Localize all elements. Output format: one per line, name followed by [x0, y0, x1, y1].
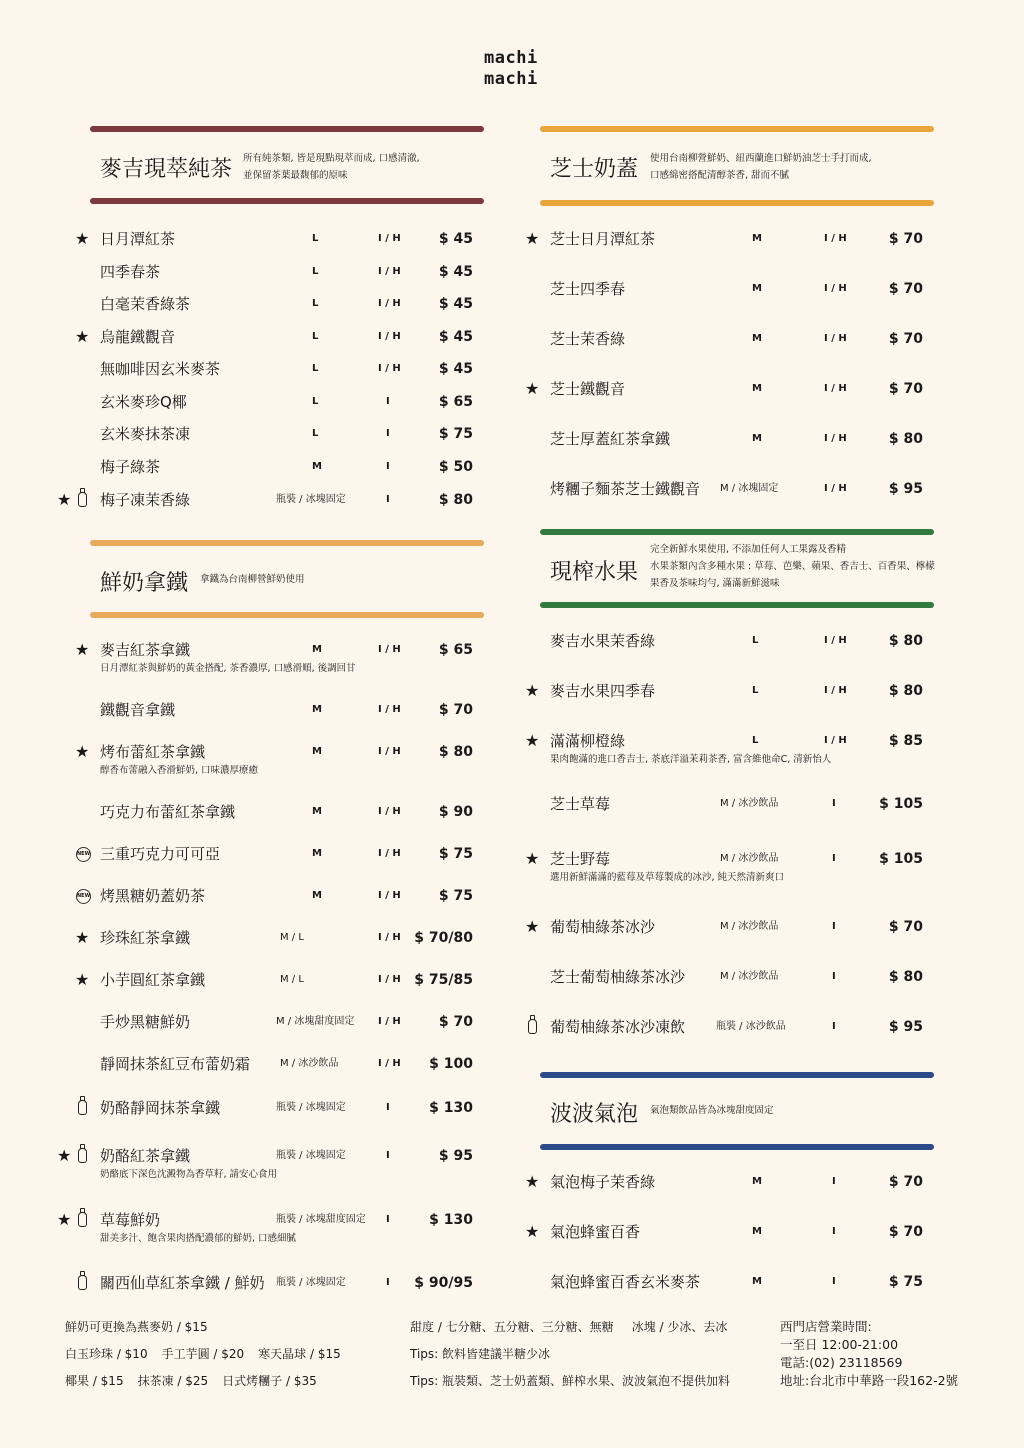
- item-description: 甜美多汁、飽含果肉搭配濃郁的鮮奶, 口感細膩: [100, 1233, 297, 1244]
- menu-item: [540, 631, 934, 651]
- item-name: 梅子綠茶: [100, 458, 161, 476]
- section-rule-bottom: [540, 200, 934, 206]
- section-rule-top: [540, 529, 934, 535]
- item-price: $ 95: [888, 481, 923, 497]
- store-address: 地址:台北市中華路一段162-2號: [780, 1373, 959, 1388]
- menu-item: [75, 327, 484, 347]
- menu-item: [90, 424, 484, 444]
- item-price: $ 70: [438, 1014, 473, 1030]
- item-size: M: [312, 746, 322, 757]
- menu-item: [540, 967, 934, 987]
- item-size: M / 冰沙飲品: [720, 921, 779, 932]
- footer-notes: [410, 1314, 744, 1395]
- item-price: $ 70: [438, 702, 473, 718]
- item-name: 烤黑糖奶蓋奶茶: [100, 887, 206, 905]
- item-temp: I / H: [378, 266, 401, 277]
- item-temp: I: [832, 1276, 836, 1287]
- section-description-line: 拿鐵為台南柳營鮮奶使用: [200, 574, 305, 585]
- item-name: 氣泡蜂蜜百香玄米麥茶: [550, 1273, 701, 1291]
- item-size: M: [752, 1276, 762, 1287]
- star-icon: ★: [75, 229, 90, 248]
- item-temp: I: [386, 1102, 390, 1113]
- item-temp: I: [386, 461, 390, 472]
- bottle-icon: [78, 1100, 87, 1115]
- item-temp: I / H: [824, 635, 847, 646]
- item-price: $ 80: [888, 633, 923, 649]
- menu-item: [525, 731, 934, 765]
- item-size: 瓶裝 / 冰塊固定: [276, 1277, 346, 1288]
- item-price: $ 70: [888, 1224, 923, 1240]
- item-name: 烤糰子麵茶芝士鐵觀音: [550, 480, 701, 498]
- item-temp: I / H: [824, 483, 847, 494]
- menu-item: [77, 844, 484, 864]
- menu-item: [57, 1146, 484, 1180]
- item-size: 瓶裝 / 冰沙飲品: [716, 1021, 786, 1032]
- star-icon: ★: [525, 1172, 540, 1191]
- menu-item: [57, 490, 484, 510]
- item-size: M / L: [280, 974, 304, 985]
- item-name: 日月潭紅茶: [100, 230, 176, 248]
- section-rule-top: [90, 540, 484, 546]
- section-rule-top: [90, 126, 484, 132]
- item-price: $ 70: [888, 381, 923, 397]
- bottle-icon: [78, 1212, 87, 1227]
- item-price: $ 70: [888, 331, 923, 347]
- star-icon: ★: [525, 917, 540, 936]
- item-size: 瓶裝 / 冰塊固定: [276, 1102, 346, 1113]
- item-price: $ 80: [888, 969, 923, 985]
- item-size: M: [752, 333, 762, 344]
- item-name: 芝士四季春: [550, 280, 626, 298]
- item-price: $ 80: [888, 683, 923, 699]
- bottle-icon: [528, 1019, 537, 1034]
- item-size: M / 冰沙飲品: [720, 853, 779, 864]
- section-title: 麥吉現萃純茶: [100, 157, 233, 182]
- section-title: 波波氣泡: [550, 1102, 639, 1127]
- item-temp: I: [386, 1150, 390, 1161]
- item-name: 無咖啡因玄米麥茶: [100, 360, 221, 378]
- item-temp: I / H: [378, 932, 401, 943]
- item-temp: I: [386, 428, 390, 439]
- item-description: 醇香布蕾融入香滑鮮奶, 口味濃厚療癒: [100, 765, 259, 776]
- item-size: M: [312, 704, 322, 715]
- item-temp: I / H: [378, 363, 401, 374]
- star-icon: ★: [525, 681, 540, 700]
- item-temp: I: [832, 971, 836, 982]
- menu-item: [75, 229, 484, 249]
- item-name: 芝士草莓: [550, 795, 611, 813]
- item-size: L: [312, 363, 319, 374]
- section-rule-bottom: [90, 198, 484, 204]
- menu-item: [90, 802, 484, 822]
- item-size: M: [312, 644, 322, 655]
- menu-item: [77, 886, 484, 906]
- menu-item: [90, 262, 484, 282]
- item-description: 選用新鮮滿滿的藍莓及草莓製成的冰沙, 純天然清新爽口: [550, 872, 785, 883]
- section-description: [650, 150, 872, 184]
- item-temp: I / H: [378, 806, 401, 817]
- item-size: L: [752, 685, 759, 696]
- item-temp: I: [832, 798, 836, 809]
- item-name: 奶酪靜岡抹茶拿鐵: [100, 1099, 221, 1117]
- item-name: 烤布蕾紅茶拿鐵: [100, 743, 206, 761]
- section-description-line: 並保留茶葉最馥郁的原味: [243, 170, 348, 181]
- menu-item: [75, 970, 484, 990]
- star-icon: ★: [75, 742, 90, 761]
- item-description: 果肉飽滿的進口香吉士, 茶底洋溢茉莉茶香, 富含維他命C, 清新怡人: [550, 754, 832, 765]
- section-description: [650, 541, 935, 592]
- item-temp: I / H: [824, 433, 847, 444]
- item-size: L: [312, 266, 319, 277]
- section-description-line: 口感綿密搭配清醇茶香, 甜而不膩: [650, 170, 790, 181]
- section-rule-bottom: [540, 1144, 934, 1150]
- item-size: M: [752, 1226, 762, 1237]
- item-price: $ 75: [438, 888, 473, 904]
- item-size: M: [312, 890, 322, 901]
- bottle-icon: [78, 1148, 87, 1163]
- item-temp: I: [386, 494, 390, 505]
- item-name: 四季春茶: [100, 263, 161, 281]
- item-name: 靜岡抹茶紅豆布蕾奶霜: [100, 1055, 251, 1073]
- item-name: 巧克力布蕾紅茶拿鐵: [100, 803, 236, 821]
- item-price: $ 50: [438, 459, 473, 475]
- item-temp: I / H: [824, 735, 847, 746]
- item-temp: I / H: [378, 644, 401, 655]
- item-size: L: [312, 331, 319, 342]
- item-name: 三重巧克力可可亞: [100, 845, 221, 863]
- menu-item: [540, 429, 934, 449]
- item-size: 瓶裝 / 冰塊甜度固定: [276, 1214, 366, 1225]
- item-temp: I / H: [378, 848, 401, 859]
- section-title: 鮮奶拿鐵: [100, 571, 189, 596]
- item-temp: I / H: [378, 704, 401, 715]
- star-icon: ★: [75, 640, 90, 659]
- item-temp: I / H: [378, 331, 401, 342]
- section-description-line: 果香及茶味均勻, 滿滿新鮮滋味: [650, 578, 780, 589]
- item-temp: I / H: [824, 685, 847, 696]
- menu-item: [90, 1054, 484, 1074]
- item-name: 奶酪紅茶拿鐵: [100, 1147, 191, 1165]
- store-hours: 一至日 12:00-21:00: [780, 1337, 899, 1352]
- item-price: $ 130: [429, 1212, 473, 1228]
- menu-item: [525, 379, 934, 399]
- section-description: [650, 1102, 774, 1119]
- brand-logo: [484, 48, 538, 90]
- item-name: 玄米麥抹茶凍: [100, 425, 191, 443]
- menu-item: [90, 1273, 484, 1293]
- menu-item: [525, 849, 934, 883]
- item-temp: I: [386, 396, 390, 407]
- item-name: 珍珠紅茶拿鐵: [100, 929, 191, 947]
- menu-item: [90, 700, 484, 720]
- item-size: M / 冰沙飲品: [280, 1058, 339, 1069]
- star-icon: ★: [525, 1222, 540, 1241]
- item-temp: I: [386, 1214, 390, 1225]
- note-line: 甜度 / 七分糖、五分糖、三分糖、無糖 冰塊 / 少冰、去冰: [410, 1320, 728, 1334]
- item-temp: I / H: [824, 383, 847, 394]
- section-description: [200, 571, 305, 588]
- item-size: L: [312, 428, 319, 439]
- item-size: M: [752, 433, 762, 444]
- item-temp: I / H: [824, 333, 847, 344]
- new-badge-icon: NEW: [76, 847, 91, 862]
- item-size: M / L: [280, 932, 304, 943]
- item-price: $ 70: [888, 281, 923, 297]
- section-title: 現榨水果: [550, 560, 639, 585]
- item-name: 小芋圓紅茶拿鐵: [100, 971, 206, 989]
- menu-item: [75, 742, 484, 776]
- item-price: $ 70: [888, 919, 923, 935]
- section-rule-bottom: [540, 602, 934, 608]
- star-icon: ★: [75, 970, 90, 989]
- item-size: M / 冰塊甜度固定: [276, 1016, 355, 1027]
- item-name: 關西仙草紅茶拿鐵 / 鮮奶: [100, 1274, 265, 1292]
- menu-item: [540, 1017, 934, 1037]
- item-temp: I / H: [824, 233, 847, 244]
- item-price: $ 45: [438, 231, 473, 247]
- item-price: $ 95: [888, 1019, 923, 1035]
- menu-item: [540, 1272, 934, 1292]
- star-icon: ★: [75, 327, 90, 346]
- menu-item: [75, 640, 484, 674]
- bottle-icon: [78, 1275, 87, 1290]
- star-icon: ★: [57, 1210, 72, 1229]
- item-size: M: [752, 283, 762, 294]
- item-name: 麥吉紅茶拿鐵: [100, 641, 191, 659]
- menu-item: [525, 917, 934, 937]
- item-name: 芝士葡萄柚綠茶冰沙: [550, 968, 686, 986]
- menu-item: [90, 392, 484, 412]
- item-temp: I / H: [378, 974, 401, 985]
- item-description: 日月潭紅茶與鮮奶的黃金搭配, 茶香濃厚, 口感滑順, 後調回甘: [100, 663, 356, 674]
- store-phone: 電話:(02) 23118569: [780, 1355, 903, 1370]
- menu-item: [525, 681, 934, 701]
- item-price: $ 65: [438, 642, 473, 658]
- item-name: 草莓鮮奶: [100, 1211, 161, 1229]
- menu-item: [540, 794, 934, 814]
- item-name: 梅子凍茉香綠: [100, 491, 191, 509]
- item-name: 芝士野莓: [550, 850, 611, 868]
- item-price: $ 65: [438, 394, 473, 410]
- star-icon: ★: [525, 379, 540, 398]
- menu-item: [90, 1012, 484, 1032]
- item-size: M: [752, 383, 762, 394]
- item-price: $ 95: [438, 1148, 473, 1164]
- item-temp: I: [832, 921, 836, 932]
- item-price: $ 90/95: [414, 1275, 473, 1291]
- section-rule-top: [540, 126, 934, 132]
- item-price: $ 70/80: [414, 930, 473, 946]
- menu-item: [525, 229, 934, 249]
- menu-item: [75, 928, 484, 948]
- item-price: $ 80: [438, 744, 473, 760]
- item-price: $ 90: [438, 804, 473, 820]
- new-badge-icon: NEW: [76, 889, 91, 904]
- star-icon: ★: [57, 1146, 72, 1165]
- item-temp: I: [832, 1226, 836, 1237]
- section-description-line: 完全新鮮水果使用, 不添加任何人工果露及香精: [650, 544, 847, 555]
- section-description-line: 所有純茶類, 皆是現點現萃而成, 口感清澈,: [243, 153, 420, 164]
- brand-line-1: machi: [484, 48, 538, 68]
- section-rule-bottom: [90, 612, 484, 618]
- star-icon: ★: [525, 229, 540, 248]
- item-name: 鐵觀音拿鐵: [100, 701, 176, 719]
- item-description: 奶酪底下深色沈澱物為香草籽, 請安心食用: [100, 1169, 278, 1180]
- menu-item: [540, 329, 934, 349]
- addon-line: 白玉珍珠 / $10 手工芋圓 / $20 寒天晶球 / $15: [65, 1347, 341, 1361]
- item-name: 手炒黑糖鮮奶: [100, 1013, 191, 1031]
- note-line: Tips: 瓶裝類、芝士奶蓋類、鮮榨水果、波波氣泡不提供加料: [410, 1374, 731, 1388]
- item-name: 氣泡梅子茉香綠: [550, 1173, 656, 1191]
- store-hours-title: 西門店營業時間:: [780, 1319, 872, 1334]
- bottle-icon: [78, 492, 87, 507]
- item-price: $ 80: [888, 431, 923, 447]
- menu-item: [90, 1098, 484, 1118]
- item-price: $ 70: [888, 231, 923, 247]
- item-price: $ 75: [438, 426, 473, 442]
- item-temp: I / H: [824, 283, 847, 294]
- item-size: L: [752, 635, 759, 646]
- item-temp: I / H: [378, 890, 401, 901]
- item-price: $ 75/85: [414, 972, 473, 988]
- item-size: L: [312, 396, 319, 407]
- item-temp: I: [386, 1277, 390, 1288]
- item-size: M / 冰塊固定: [720, 483, 779, 494]
- item-name: 氣泡蜂蜜百香: [550, 1223, 641, 1241]
- item-temp: I: [832, 853, 836, 864]
- item-size: M: [752, 233, 762, 244]
- section-description: [243, 150, 420, 184]
- item-price: $ 45: [438, 264, 473, 280]
- item-size: M: [312, 848, 322, 859]
- item-price: $ 45: [438, 329, 473, 345]
- item-name: 芝士鐵觀音: [550, 380, 626, 398]
- item-price: $ 130: [429, 1100, 473, 1116]
- item-price: $ 75: [438, 846, 473, 862]
- addon-line: 椰果 / $15 抹茶凍 / $25 日式烤糰子 / $35: [65, 1374, 317, 1388]
- item-name: 麥吉水果茉香綠: [550, 632, 656, 650]
- item-size: L: [312, 233, 319, 244]
- item-name: 玄米麥珍Q椰: [100, 393, 187, 411]
- item-size: 瓶裝 / 冰塊固定: [276, 1150, 346, 1161]
- star-icon: ★: [525, 731, 540, 750]
- item-size: M: [312, 806, 322, 817]
- footer-addons: [65, 1314, 355, 1395]
- star-icon: ★: [75, 928, 90, 947]
- item-name: 芝士茉香綠: [550, 330, 626, 348]
- menu-item: [57, 1210, 484, 1244]
- item-price: $ 105: [879, 796, 923, 812]
- item-temp: I: [832, 1176, 836, 1187]
- item-name: 芝士厚蓋紅茶拿鐵: [550, 430, 671, 448]
- menu-item: [540, 279, 934, 299]
- item-price: $ 105: [879, 851, 923, 867]
- item-temp: I: [832, 1021, 836, 1032]
- item-price: $ 45: [438, 361, 473, 377]
- item-temp: I / H: [378, 298, 401, 309]
- item-size: M / 冰沙飲品: [720, 798, 779, 809]
- menu-item: [90, 457, 484, 477]
- item-name: 芝士日月潭紅茶: [550, 230, 656, 248]
- item-name: 葡萄柚綠茶冰沙: [550, 918, 656, 936]
- item-name: 滿滿柳橙綠: [550, 732, 626, 750]
- item-size: M: [312, 461, 322, 472]
- footer-store-info: [780, 1318, 958, 1390]
- item-name: 麥吉水果四季春: [550, 682, 656, 700]
- addon-line: 鮮奶可更換為燕麥奶 / $15: [65, 1320, 208, 1334]
- item-temp: I / H: [378, 746, 401, 757]
- section-rule-top: [540, 1072, 934, 1078]
- section-description-line: 氣泡類飲品皆為冰塊甜度固定: [650, 1105, 774, 1116]
- section-title: 芝士奶蓋: [550, 157, 639, 182]
- item-price: $ 85: [888, 733, 923, 749]
- item-size: 瓶裝 / 冰塊固定: [276, 494, 346, 505]
- note-line: Tips: 飲料皆建議半糖少冰: [410, 1347, 551, 1361]
- menu-item: [90, 359, 484, 379]
- item-name: 烏龍鐵觀音: [100, 328, 176, 346]
- brand-line-2: machi: [484, 69, 538, 89]
- star-icon: ★: [57, 490, 72, 509]
- menu-item: [540, 479, 934, 499]
- item-price: $ 75: [888, 1274, 923, 1290]
- item-size: L: [752, 735, 759, 746]
- item-temp: I / H: [378, 1058, 401, 1069]
- item-size: M: [752, 1176, 762, 1187]
- menu-item: [525, 1222, 934, 1242]
- item-price: $ 45: [438, 296, 473, 312]
- item-price: $ 80: [438, 492, 473, 508]
- section-description-line: 水果茶類內含多種水果 : 草莓、芭樂、蘋果、香吉士、百香果、檸檬: [650, 561, 935, 572]
- item-price: $ 70: [888, 1174, 923, 1190]
- item-name: 白毫茉香綠茶: [100, 295, 191, 313]
- item-name: 葡萄柚綠茶冰沙凍飲: [550, 1018, 686, 1036]
- item-size: M / 冰沙飲品: [720, 971, 779, 982]
- item-temp: I / H: [378, 1016, 401, 1027]
- item-temp: I / H: [378, 233, 401, 244]
- star-icon: ★: [525, 849, 540, 868]
- menu-item: [90, 294, 484, 314]
- item-size: L: [312, 298, 319, 309]
- item-price: $ 100: [429, 1056, 473, 1072]
- menu-item: [525, 1172, 934, 1192]
- section-description-line: 使用台南柳營鮮奶、紐西蘭進口鮮奶油芝士手打而成,: [650, 153, 872, 164]
